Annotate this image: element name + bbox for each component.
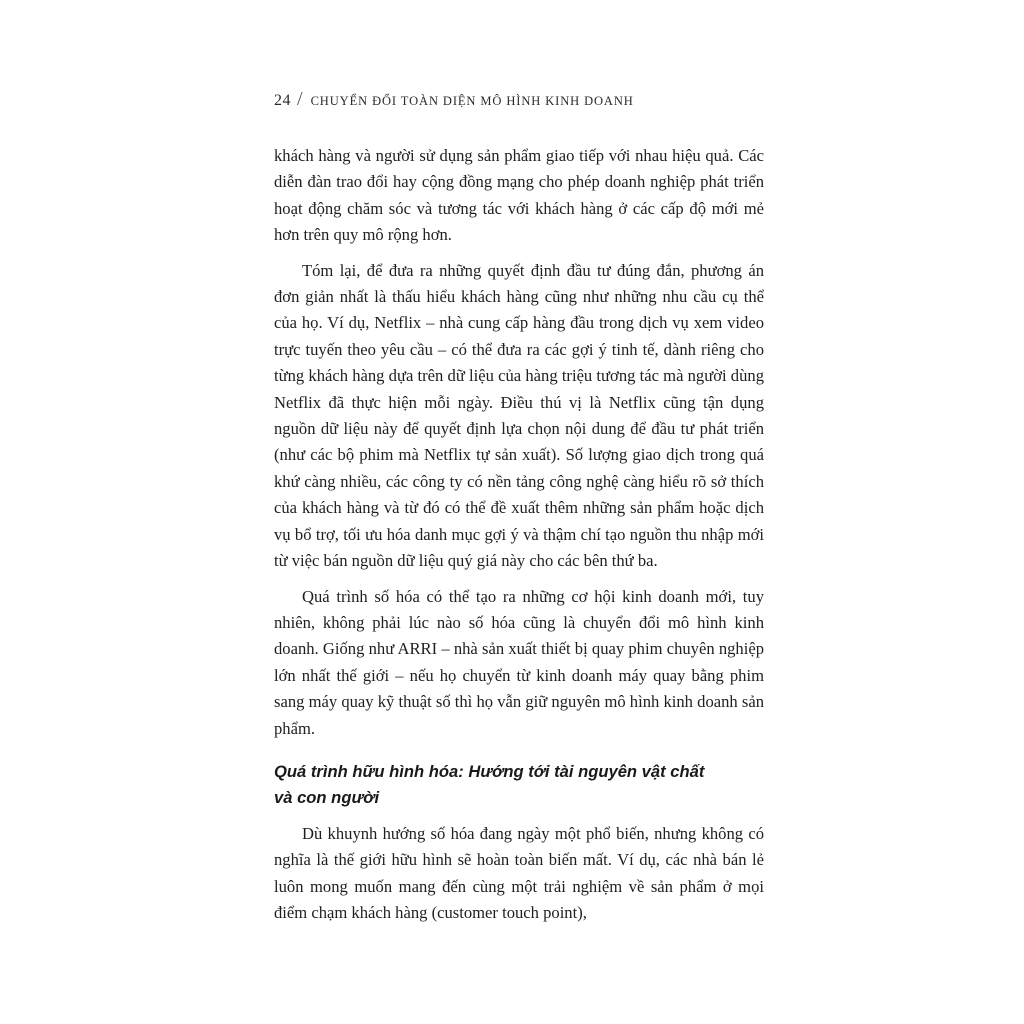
paragraph-netflix: Tóm lại, để đưa ra những quyết định đầu tư đúng đắn, phương án đơn giản nhất là thấu hiểu khách hàng cũng như những nhu cầu cụ thể của họ. Ví dụ, Netflix – nhà cung cấp hàng đầu trong dịch vụ xem video trực tuyến theo yêu cầu – có thể đưa ra các gợi ý tinh tế, dành riêng cho từng khách hàng dựa trên dữ liệu của hàng triệu tương tác mà người dùng Netflix đã thực hiện mỗi ngày. Điều thú vị là Netflix cũng tận dụng nguồn dữ liệu này để quyết định lựa chọn nội dung để đầu tư phát triển (như các bộ phim mà Netflix tự sản xuất). Số lượng giao dịch trong quá khứ càng nhiều, các công ty có nền tảng công nghệ càng hiểu rõ sở thích của khách hàng và từ đó có thể đề xuất thêm những sản phẩm hoặc dịch vụ bổ trợ, tối ưu hóa danh mục gợi ý và thậm chí tạo nguồn thu nhập mới từ việc bán nguồn dữ liệu quý giá này cho các bên thứ ba. bbox=[274, 260, 764, 571]
book-title: CHUYỂN ĐỔI TOÀN DIỆN MÔ HÌNH KINH DOANH bbox=[310, 94, 634, 108]
paragraph-continuation: khách hàng và người sử dụng sản phẩm giao tiếp với nhau hiệu quả. Các diễn đàn trao đổi hay cộng đồng mạng cho phép doanh nghiệp phát triển hoạt động chăm sóc và tương tác với khách hàng ở các cấp độ mới mẻ hơn trên quy mô rộng hơn. bbox=[274, 146, 764, 245]
body-text bbox=[274, 143, 764, 927]
running-head-separator: / bbox=[297, 88, 303, 110]
running-head bbox=[274, 88, 764, 124]
section-heading: Quá trình hữu hình hóa: Hướng tới tài nguyên vật chất và con người bbox=[274, 761, 705, 807]
page-number: 24 bbox=[274, 92, 291, 109]
book-page bbox=[274, 88, 764, 927]
paragraph-arri: Quá trình số hóa có thể tạo ra những cơ hội kinh doanh mới, tuy nhiên, không phải lúc nào số hóa cũng là chuyển đổi mô hình kinh doanh. Giống như ARRI – nhà sản xuất thiết bị quay phim chuyên nghiệp lớn nhất thế giới – nếu họ chuyển từ kinh doanh máy quay bằng phim sang máy quay kỹ thuật số thì họ vẫn giữ nguyên mô hình kinh doanh sản phẩm. bbox=[274, 586, 764, 738]
paragraph-tangible: Dù khuynh hướng số hóa đang ngày một phổ biến, nhưng không có nghĩa là thế giới hữu hình sẽ hoàn toàn biến mất. Ví dụ, các nhà bán lẻ luôn mong muốn mang đến cùng một trải nghiệm về sản phẩm ở mọi điểm chạm khách hàng (customer touch point), bbox=[274, 823, 764, 923]
